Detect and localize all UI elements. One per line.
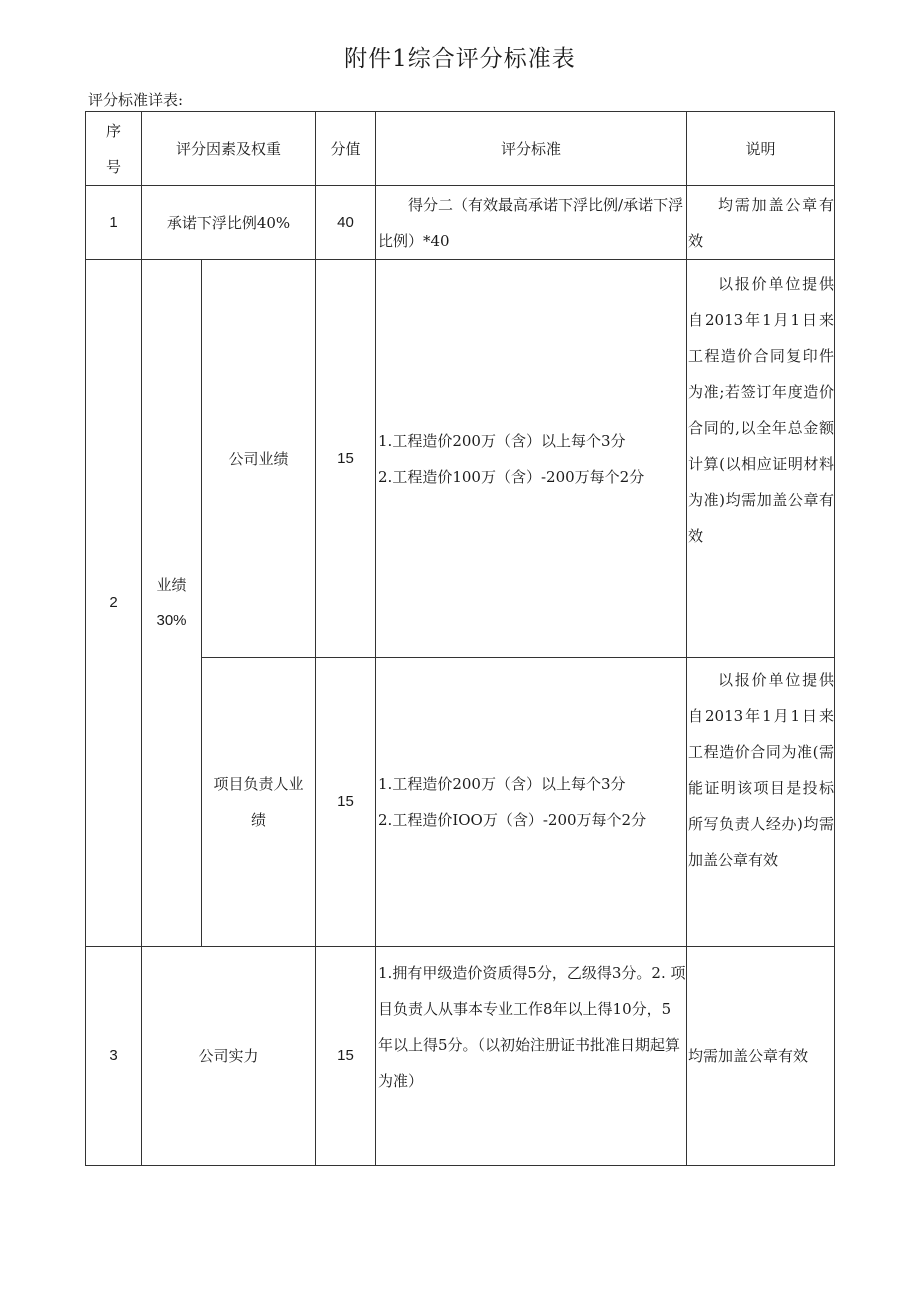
row-1-note: 均需加盖公章有效 xyxy=(687,186,835,260)
row-2a-standard-line1: 1.工程造价200万（含）以上每个3分 xyxy=(378,431,626,450)
row-2b-note: 以报价单位提供自2013年1月1日来工程造价合同为准(需能证明该项目是投标所写负责人经办)均需加盖公章有效 xyxy=(687,658,835,947)
header-score: 分值 xyxy=(316,112,376,186)
row-2a-score: 15 xyxy=(316,260,376,658)
row-2a-standard xyxy=(376,260,687,658)
table-row xyxy=(86,260,835,658)
row-2a-note: 以报价单位提供自2013年1月1日来工程造价合同复印件为准;若签订年度造价合同的,以全年总金额计算(以相应证明材料为准)均需加盖公章有效 xyxy=(687,260,835,658)
row-2-group-line2: 30% xyxy=(156,612,187,629)
row-2b-standard-line2: 2.工程造价IOO万（含）-200万每个2分 xyxy=(378,811,647,829)
row-3-standard: 1.拥有甲级造价资质得5分，乙级得3分。2. 项目负责人从事本专业工作8年以上得10分，5年以上得5分。（以初始注册证书批准日期起算为准） xyxy=(376,947,687,1166)
header-factor: 评分因素及权重 xyxy=(142,112,316,186)
table-caption: 评分标准详表: xyxy=(88,91,184,109)
header-no-line1: 序 xyxy=(105,121,121,140)
row-2a-factor: 公司业绩 xyxy=(202,260,316,658)
row-2a-standard-line2: 2.工程造价100万（含）-200万每个2分 xyxy=(378,467,645,486)
row-3-note: 均需加盖公章有效 xyxy=(687,947,835,1166)
page-title: 附件1综合评分标准表 xyxy=(344,46,576,72)
row-1-no: 1 xyxy=(86,186,142,260)
row-2b-standard-line1: 1.工程造价200万（含）以上每个3分 xyxy=(378,775,626,793)
table-row xyxy=(86,947,835,1166)
row-2-no: 2 xyxy=(86,260,142,947)
row-1-factor: 承诺下浮比例40% xyxy=(142,186,316,260)
row-2-group-line1: 业绩 xyxy=(156,576,187,594)
row-3-factor: 公司实力 xyxy=(142,947,316,1166)
row-1-standard: 得分二（有效最高承诺下浮比例/承诺下浮比例）*40 xyxy=(376,186,687,260)
row-2b-standard xyxy=(376,658,687,947)
table-row xyxy=(86,186,835,260)
row-1-score: 40 xyxy=(316,186,376,260)
row-2-group xyxy=(142,260,202,947)
header-row xyxy=(86,112,835,186)
scoring-table xyxy=(85,111,835,1166)
header-standard: 评分标准 xyxy=(376,112,687,186)
row-2b-factor: 项目负责人业绩 xyxy=(202,658,316,947)
header-no-line2: 号 xyxy=(105,157,121,176)
header-note: 说明 xyxy=(687,112,835,186)
row-3-score: 15 xyxy=(316,947,376,1166)
row-3-no: 3 xyxy=(86,947,142,1166)
row-2b-score: 15 xyxy=(316,658,376,947)
header-no xyxy=(86,112,142,186)
